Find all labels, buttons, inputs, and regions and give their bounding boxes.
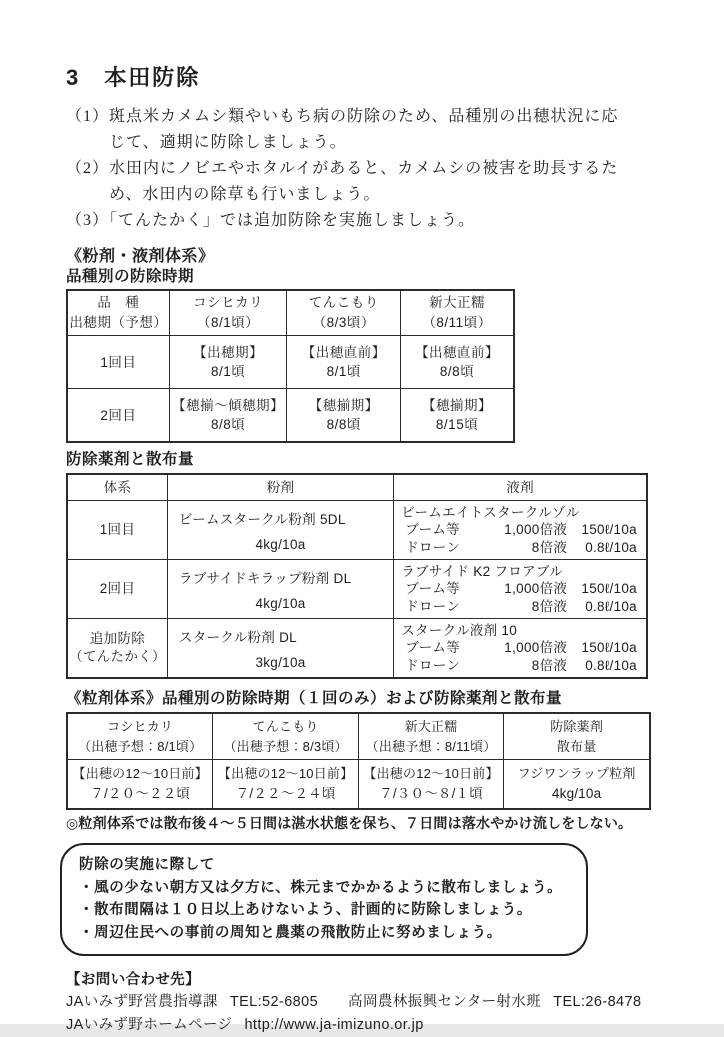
section-heading-granule: 《粒剤体系》品種別の防除時期（１回のみ）および防除薬剤と散布量	[66, 690, 563, 707]
chemicals-row-1-liquid: ビームエイトスタークルゾル ブーム等 1,000倍液 150ℓ/10a ドローン 8倍液 0.8ℓ/10a	[394, 501, 647, 560]
intro-item-1: （1）斑点米カメムシ類やいもち病の防除のため、品種別の出穂状況に応じて、適期に防除しましょう。	[66, 108, 619, 151]
chemicals-row-1-powder: ビームスタークル粉剤 5DL 4kg/10a	[167, 501, 393, 560]
contact-line-homepage	[66, 1014, 698, 1037]
chemicals-header-system: 体系	[67, 474, 167, 501]
chemicals-row-3-powder: スタークル粉剤 DL 3kg/10a	[167, 619, 393, 679]
granule-header-row	[67, 713, 650, 760]
timing-header-shintaisho: 新大正糯 （8/11頃）	[401, 290, 514, 336]
chemicals-row-1	[67, 501, 647, 560]
timing-row-1-label: 1回目	[67, 336, 169, 389]
notice-item-1: ・風の少ない朝方又は夕方に、株元までかかるように散布しましょう。	[79, 879, 563, 896]
granule-header-shintaisho: 新大正糯 （出穂予想：8/11頃）	[358, 713, 503, 760]
chemicals-header-row	[67, 474, 647, 501]
chemicals-row-1-system: 1回目	[67, 501, 167, 560]
timing-row-2-label: 2回目	[67, 389, 169, 443]
timing-row-1	[67, 336, 514, 389]
intro-list	[66, 104, 632, 234]
notice-item-2: ・散布間隔は１０日以上あけないよう、計画的に防除しましょう。	[79, 902, 532, 918]
timing-cell: 【出穂直前】 8/8頃	[401, 336, 514, 389]
timing-cell: 【出穂期】 8/1頃	[169, 336, 287, 389]
chemicals-row-3-system: 追加防除 （てんたかく）	[67, 619, 167, 679]
chemicals-row-2-liquid: ラブサイド K2 フロアブル ブーム等 1,000倍液 150ℓ/10a ドローン 8倍液 0.8ℓ/10a	[394, 560, 647, 619]
contact-tel-1: TEL:52-6805	[229, 994, 319, 1010]
granule-cell: 【出穂の12～10日前】 ７/３０～８/１頃	[358, 760, 503, 810]
page-title: 3 本田防除	[66, 65, 201, 90]
intro-item-3: （3）「てんたかく」では追加防除を実施しましょう。	[66, 212, 476, 229]
chemicals-row-2	[67, 560, 647, 619]
subheading-timing: 品種別の防除時期	[66, 268, 195, 285]
contact-tel-2: TEL:26-8478	[553, 994, 642, 1010]
contact-homepage-url: http://www.ja-imizuno.or.jp	[244, 1017, 424, 1033]
chemicals-header-liquid: 液剤	[394, 474, 647, 501]
contact-org-2: 高岡農林振興センター射水班	[348, 994, 542, 1010]
timing-header-tenkomori: てんこもり （8/3頃）	[287, 290, 401, 336]
chemicals-row-3	[67, 619, 647, 679]
section-heading-powder-liquid: 《粉剤・液剤体系》	[66, 248, 215, 265]
chemicals-table	[66, 473, 648, 679]
timing-header-variety: 品 種 出穂期（予想）	[67, 290, 169, 336]
granule-data-row	[67, 760, 650, 810]
granule-header-koshihikari: コシヒカリ （出穂予想：8/1頃）	[67, 713, 213, 760]
chemicals-row-2-system: 2回目	[67, 560, 167, 619]
timing-table	[66, 289, 515, 443]
granule-cell: フジワンラップ粒剤 4kg/10a	[504, 760, 650, 810]
section-heading-chemicals: 防除薬剤と散布量	[66, 451, 195, 468]
notice-box	[60, 843, 588, 956]
notice-title: 防除の実施に際して	[79, 857, 215, 873]
granule-header-chemical: 防除薬剤 散布量	[504, 713, 650, 760]
chemicals-row-2-powder: ラブサイドキラップ粉剤 DL 4kg/10a	[167, 560, 393, 619]
timing-cell: 【穂揃～傾穂期】 8/8頃	[169, 389, 287, 443]
granule-header-tenkomori: てんこもり （出穂予想：8/3頃）	[213, 713, 358, 760]
chemicals-header-powder: 粉剤	[167, 474, 393, 501]
granule-table	[66, 712, 651, 810]
contact-heading: 【お問い合わせ先】	[66, 972, 201, 988]
timing-row-2	[67, 389, 514, 443]
contact-org-1: JAいみず野営農指導課	[66, 994, 218, 1010]
timing-table-header-row	[67, 290, 514, 336]
intro-item-2: （2）水田内にノビエやホタルイがあると、カメムシの被害を助長するため、水田内の除草も行いましょう。	[66, 160, 619, 203]
granule-cell: 【出穂の12～10日前】 ７/２０～２２頃	[67, 760, 213, 810]
granule-cell: 【出穂の12～10日前】 ７/２２～２４頃	[213, 760, 358, 810]
contact-section	[66, 969, 698, 1037]
chemicals-row-3-liquid: スタークル液剤 10 ブーム等 1,000倍液 150ℓ/10a ドローン 8倍液 0.8ℓ/10a	[394, 619, 647, 679]
contact-line-phones	[66, 991, 698, 1014]
timing-cell: 【出穂直前】 8/1頃	[287, 336, 401, 389]
timing-cell: 【穂揃期】 8/8頃	[287, 389, 401, 443]
timing-header-koshihikari: コシヒカリ （8/1頃）	[169, 290, 287, 336]
timing-cell: 【穂揃期】 8/15頃	[401, 389, 514, 443]
notice-item-3: ・周辺住民への事前の周知と農薬の飛散防止に努めましょう。	[79, 924, 502, 941]
granule-note: ◎粒剤体系では散布後４～５日間は湛水状態を保ち、７日間は落水やかけ流しをしない。	[66, 815, 633, 831]
contact-homepage-label: JAいみず野ホームページ	[66, 1017, 233, 1033]
